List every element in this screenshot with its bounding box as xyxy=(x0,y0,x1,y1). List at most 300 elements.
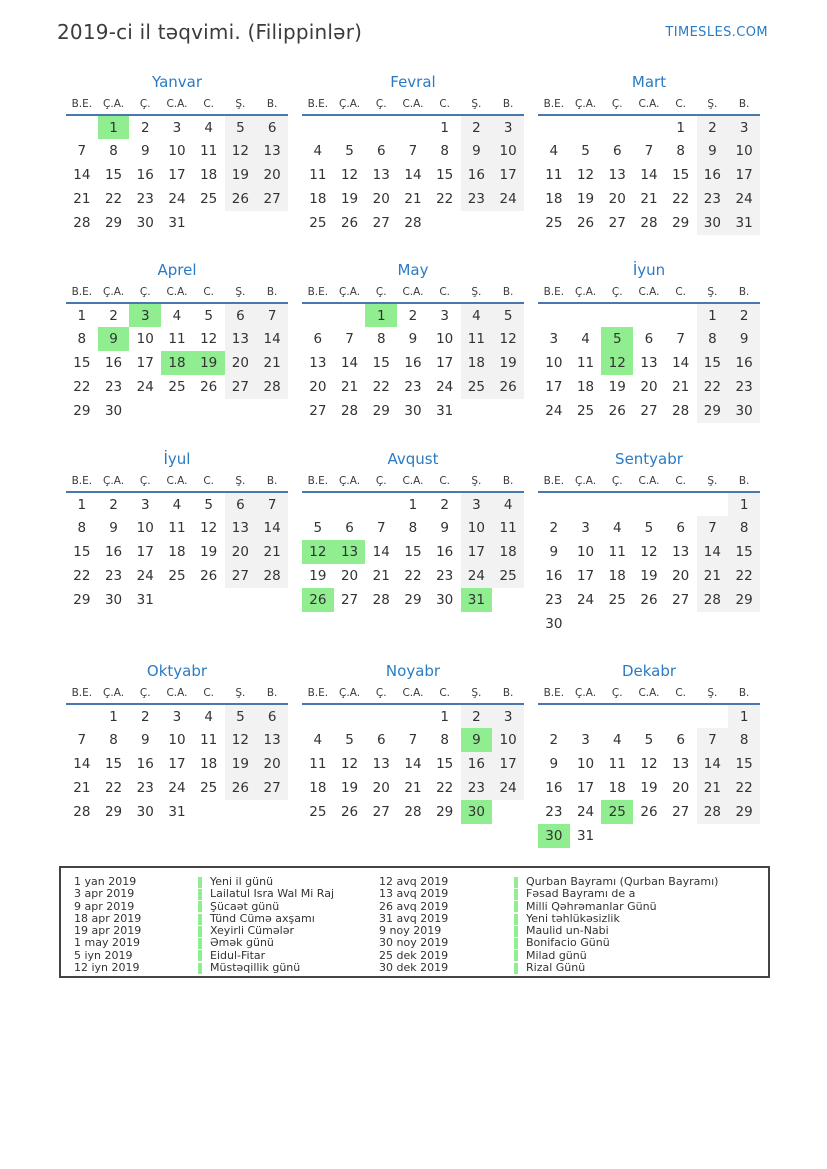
empty-cell xyxy=(256,399,288,423)
day-cell: 19 xyxy=(200,544,218,560)
day-cell: 21 xyxy=(404,780,422,796)
legend-date: 5 iyn 2019 xyxy=(74,948,133,962)
empty-cell xyxy=(256,588,288,612)
day-cell: 4 xyxy=(172,307,182,324)
empty-cell xyxy=(633,492,665,516)
day-cell: 27 xyxy=(256,187,288,211)
holiday-marker xyxy=(198,926,202,937)
day-cell: 8 xyxy=(376,331,386,347)
day-cell: 30 xyxy=(104,592,123,608)
day-cell: 31 xyxy=(168,215,186,231)
day-cell: 16 xyxy=(404,355,422,371)
empty-cell xyxy=(601,303,633,327)
day-cell: 28 xyxy=(404,215,422,231)
month-grid xyxy=(66,97,288,235)
day-cell: 10 xyxy=(576,756,595,772)
months-grid xyxy=(66,72,760,848)
day-cell: 20 xyxy=(672,780,690,796)
day-cell: 6 xyxy=(676,520,685,536)
day-cell: 12 xyxy=(576,167,595,183)
weekday-header: B.E. xyxy=(543,475,565,487)
weekday-header: C.A. xyxy=(638,98,660,110)
day-cell: 17 xyxy=(436,355,454,371)
empty-cell xyxy=(697,612,729,636)
legend-entry xyxy=(198,888,379,900)
day-cell: 16 xyxy=(136,756,154,772)
day-cell: 26 xyxy=(576,215,595,231)
day-cell: 26 xyxy=(200,568,218,584)
day-cell: 5 xyxy=(644,732,654,748)
day-cell: 6 xyxy=(256,704,288,728)
day-cell: 2 xyxy=(140,119,150,136)
month-grid xyxy=(302,686,524,824)
day-cell: 22 xyxy=(672,191,690,207)
day-cell: 10 xyxy=(492,139,524,163)
day-cell: 16 xyxy=(545,568,563,584)
day-cell: 6 xyxy=(256,115,288,139)
day-cell: 18 xyxy=(168,544,186,560)
day-cell: 18 xyxy=(200,167,218,183)
day-cell: 25 xyxy=(168,379,186,395)
day-cell: 12 xyxy=(200,331,218,347)
day-cell: 26 xyxy=(225,776,257,800)
day-cell: 10 xyxy=(728,139,760,163)
month-aprel xyxy=(66,260,288,449)
weekday-header: Ç. xyxy=(611,286,623,298)
day-cell: 17 xyxy=(136,544,154,560)
day-cell: 21 xyxy=(340,379,359,395)
day-cell: 30 xyxy=(697,211,729,235)
weekday-header: Ş. xyxy=(707,98,718,110)
day-cell: 13 xyxy=(309,355,327,371)
weekday-header: C. xyxy=(203,687,214,699)
day-cell: 19 xyxy=(340,191,359,207)
empty-cell xyxy=(665,492,697,516)
weekday-header: Ç. xyxy=(611,475,623,487)
day-cell: 2 xyxy=(140,708,150,725)
empty-cell xyxy=(225,399,257,423)
day-cell: 7 xyxy=(256,303,288,327)
empty-cell xyxy=(161,399,193,423)
day-cell: 4 xyxy=(313,143,323,159)
weekday-header: C. xyxy=(675,286,686,298)
day-cell: 31 xyxy=(728,211,760,235)
day-cell: 17 xyxy=(492,163,524,187)
weekday-header: B. xyxy=(738,475,750,487)
empty-cell xyxy=(538,303,570,327)
legend-label: Rizal Günü xyxy=(526,961,586,975)
day-cell: 26 xyxy=(340,215,359,231)
weekday-header: B.E. xyxy=(543,687,565,699)
day-cell: 25 xyxy=(492,564,524,588)
holiday-marker xyxy=(198,938,202,949)
day-cell: 6 xyxy=(612,143,622,159)
day-cell: 30 xyxy=(104,403,123,419)
empty-cell xyxy=(665,824,697,848)
month-title: Avqust xyxy=(387,450,439,468)
day-cell: 25 xyxy=(576,403,595,419)
day-cell: 27 xyxy=(256,776,288,800)
empty-cell xyxy=(697,492,729,516)
empty-cell xyxy=(365,492,397,516)
weekday-header: Ç.A. xyxy=(339,286,361,298)
day-cell: 24 xyxy=(436,379,454,395)
month-title: Fevral xyxy=(390,73,436,91)
day-cell: 22 xyxy=(436,780,454,796)
empty-cell xyxy=(225,588,257,612)
empty-cell xyxy=(302,303,334,327)
weekday-header: C.A. xyxy=(166,286,188,298)
day-cell: 18 xyxy=(309,191,327,207)
empty-cell xyxy=(601,492,633,516)
day-cell: 5 xyxy=(225,115,257,139)
weekday-header: Ş. xyxy=(471,98,482,110)
day-cell: 7 xyxy=(376,520,386,536)
day-cell: 9 xyxy=(140,143,150,159)
day-cell: 16 xyxy=(545,780,563,796)
empty-cell xyxy=(256,800,288,824)
day-cell: 3 xyxy=(129,303,161,327)
weekday-header: B.E. xyxy=(307,286,329,298)
day-cell: 17 xyxy=(461,540,493,564)
legend-label: Tünd Cümə axşamı xyxy=(210,911,315,925)
weekday-header: C.A. xyxy=(638,687,660,699)
day-cell: 2 xyxy=(697,115,729,139)
day-cell: 29 xyxy=(372,403,390,419)
legend-entry xyxy=(198,937,379,949)
day-cell: 28 xyxy=(256,564,288,588)
day-cell: 26 xyxy=(225,187,257,211)
day-cell: 9 xyxy=(461,139,493,163)
holiday-marker xyxy=(198,901,202,912)
weekday-header: B. xyxy=(502,687,514,699)
day-cell: 26 xyxy=(640,592,658,608)
empty-cell xyxy=(665,303,697,327)
day-cell: 16 xyxy=(697,163,729,187)
day-cell: 21 xyxy=(640,191,658,207)
day-cell: 13 xyxy=(256,728,288,752)
day-cell: 20 xyxy=(372,780,390,796)
day-cell: 14 xyxy=(256,516,288,540)
day-cell: 8 xyxy=(440,143,449,159)
day-cell: 24 xyxy=(576,592,595,608)
day-cell: 18 xyxy=(309,780,327,796)
day-cell: 3 xyxy=(172,708,182,725)
day-cell: 18 xyxy=(461,351,493,375)
weekday-header: Ç. xyxy=(611,687,623,699)
day-cell: 5 xyxy=(581,143,590,159)
day-cell: 27 xyxy=(672,592,690,608)
day-cell: 4 xyxy=(461,303,493,327)
day-cell: 27 xyxy=(225,375,257,399)
day-cell: 14 xyxy=(404,167,422,183)
day-cell: 23 xyxy=(545,592,563,608)
day-cell: 23 xyxy=(404,379,422,395)
empty-cell xyxy=(570,612,602,636)
weekday-header: B.E. xyxy=(71,286,93,298)
day-cell: 17 xyxy=(136,355,154,371)
day-cell: 13 xyxy=(225,516,257,540)
month-title: İyul xyxy=(163,450,191,468)
day-cell: 7 xyxy=(77,143,87,159)
weekday-header: B. xyxy=(738,286,750,298)
day-cell: 8 xyxy=(728,728,760,752)
weekday-header: B. xyxy=(266,687,278,699)
weekday-header: C. xyxy=(439,687,450,699)
day-cell: 9 xyxy=(140,732,150,748)
day-cell: 23 xyxy=(136,191,154,207)
holiday-marker xyxy=(198,963,202,974)
day-cell: 26 xyxy=(340,804,359,820)
day-cell: 9 xyxy=(98,327,130,351)
day-cell: 15 xyxy=(728,752,760,776)
day-cell: 13 xyxy=(372,756,390,772)
weekday-header: C.A. xyxy=(402,475,424,487)
day-cell: 9 xyxy=(697,139,729,163)
day-cell: 1 xyxy=(77,496,87,513)
weekday-header: Ç.A. xyxy=(339,475,361,487)
day-cell: 3 xyxy=(492,704,524,728)
day-cell: 28 xyxy=(404,804,422,820)
day-cell: 30 xyxy=(404,403,422,419)
day-cell: 23 xyxy=(104,568,123,584)
empty-cell xyxy=(225,211,257,235)
day-cell: 7 xyxy=(77,732,87,748)
holiday-marker xyxy=(514,877,518,888)
day-cell: 6 xyxy=(376,143,386,159)
weekday-header: B.E. xyxy=(71,475,93,487)
weekday-header: Ç.A. xyxy=(103,687,125,699)
month-avqust xyxy=(302,449,524,661)
day-cell: 21 xyxy=(73,191,91,207)
weekday-header: B.E. xyxy=(543,98,565,110)
day-cell: 29 xyxy=(672,215,690,231)
day-cell: 12 xyxy=(340,167,359,183)
month-dekabr xyxy=(538,661,760,848)
day-cell: 28 xyxy=(73,804,91,820)
day-cell: 24 xyxy=(168,780,186,796)
day-cell: 6 xyxy=(676,732,685,748)
day-cell: 28 xyxy=(640,215,658,231)
page-title: 2019-ci il təqvimi. (Filippinlər) xyxy=(57,20,363,44)
day-cell: 29 xyxy=(728,588,760,612)
month-title: May xyxy=(397,261,429,279)
day-cell: 26 xyxy=(640,804,658,820)
holiday-marker xyxy=(514,963,518,974)
day-cell: 20 xyxy=(672,568,690,584)
day-cell: 9 xyxy=(728,327,760,351)
legend-date: 12 iyn 2019 xyxy=(74,961,140,975)
day-cell: 18 xyxy=(200,756,218,772)
day-cell: 10 xyxy=(168,732,186,748)
day-cell: 23 xyxy=(461,187,493,211)
day-cell: 20 xyxy=(309,379,327,395)
empty-cell xyxy=(728,824,760,848)
weekday-header: B. xyxy=(502,98,514,110)
legend-label: Bonifacio Günü xyxy=(526,936,610,950)
day-cell: 2 xyxy=(728,303,760,327)
day-cell: 2 xyxy=(109,307,118,324)
day-cell: 12 xyxy=(640,544,658,560)
day-cell: 30 xyxy=(728,399,760,423)
day-cell: 20 xyxy=(608,191,626,207)
weekday-header: Ç. xyxy=(139,687,151,699)
day-cell: 14 xyxy=(256,327,288,351)
day-cell: 4 xyxy=(612,520,622,536)
day-cell: 8 xyxy=(77,520,87,536)
holiday-marker xyxy=(198,877,202,888)
empty-cell xyxy=(461,399,493,423)
day-cell: 24 xyxy=(576,804,595,820)
legend-date: 12 avq 2019 xyxy=(379,875,449,888)
holiday-marker xyxy=(514,889,518,900)
day-cell: 18 xyxy=(161,351,193,375)
month-oktyabr xyxy=(66,661,288,848)
legend-label: Fəsad Bayramı de a xyxy=(526,887,636,901)
day-cell: 15 xyxy=(73,355,91,371)
day-cell: 3 xyxy=(728,115,760,139)
day-cell: 28 xyxy=(256,375,288,399)
weekday-header: C. xyxy=(675,98,686,110)
empty-cell xyxy=(193,211,225,235)
weekday-header: B.E. xyxy=(307,687,329,699)
day-cell: 20 xyxy=(340,568,359,584)
weekday-header: B.E. xyxy=(543,286,565,298)
day-cell: 29 xyxy=(697,399,729,423)
day-cell: 8 xyxy=(697,327,729,351)
day-cell: 30 xyxy=(545,616,563,632)
day-cell: 15 xyxy=(728,540,760,564)
weekday-header: C. xyxy=(439,98,450,110)
day-cell: 17 xyxy=(492,752,524,776)
weekday-header: Ç.A. xyxy=(103,475,125,487)
day-cell: 11 xyxy=(168,520,186,536)
month-grid xyxy=(538,686,760,848)
empty-cell xyxy=(365,704,397,728)
day-cell: 3 xyxy=(461,492,493,516)
day-cell: 30 xyxy=(538,824,570,848)
weekday-header: Ş. xyxy=(471,687,482,699)
day-cell: 12 xyxy=(492,327,524,351)
day-cell: 21 xyxy=(697,776,729,800)
empty-cell xyxy=(633,115,665,139)
empty-cell xyxy=(492,588,524,612)
day-cell: 27 xyxy=(640,403,658,419)
day-cell: 21 xyxy=(372,568,390,584)
day-cell: 9 xyxy=(461,728,493,752)
empty-cell xyxy=(334,704,366,728)
day-cell: 16 xyxy=(136,167,154,183)
day-cell: 28 xyxy=(697,588,729,612)
day-cell: 20 xyxy=(256,752,288,776)
day-cell: 2 xyxy=(408,307,418,324)
month-iyul xyxy=(66,449,288,661)
day-cell: 13 xyxy=(640,355,658,371)
day-cell: 21 xyxy=(697,564,729,588)
day-cell: 2 xyxy=(461,115,493,139)
day-cell: 1 xyxy=(440,708,449,725)
day-cell: 13 xyxy=(372,167,390,183)
day-cell: 15 xyxy=(697,351,729,375)
day-cell: 22 xyxy=(104,191,123,207)
day-cell: 7 xyxy=(408,732,418,748)
legend-label: Qurban Bayramı (Qurban Bayramı) xyxy=(526,875,719,888)
day-cell: 31 xyxy=(461,588,493,612)
day-cell: 11 xyxy=(168,331,186,347)
day-cell: 17 xyxy=(168,756,186,772)
month-grid xyxy=(538,285,760,423)
day-cell: 19 xyxy=(640,780,658,796)
empty-cell xyxy=(256,211,288,235)
empty-cell xyxy=(302,115,334,139)
weekday-header: B. xyxy=(738,98,750,110)
legend-label: Yeni il günü xyxy=(210,875,274,888)
empty-cell xyxy=(397,115,429,139)
day-cell: 30 xyxy=(136,215,154,231)
day-cell: 16 xyxy=(104,355,123,371)
day-cell: 29 xyxy=(73,592,91,608)
empty-cell xyxy=(538,492,570,516)
empty-cell xyxy=(633,704,665,728)
month-title: Sentyabr xyxy=(615,450,683,468)
day-cell: 3 xyxy=(581,732,590,748)
holiday-marker xyxy=(198,950,202,961)
weekday-header: C.A. xyxy=(166,98,188,110)
legend-date: 19 apr 2019 xyxy=(74,924,142,938)
weekday-header: C. xyxy=(675,687,686,699)
site-link[interactable]: TIMESLES.COM xyxy=(665,25,768,40)
empty-cell xyxy=(461,211,493,235)
day-cell: 24 xyxy=(461,564,493,588)
empty-cell xyxy=(697,824,729,848)
day-cell: 31 xyxy=(168,804,186,820)
day-cell: 14 xyxy=(340,355,359,371)
holiday-marker xyxy=(514,914,518,925)
day-cell: 25 xyxy=(309,804,327,820)
weekday-header: Ç. xyxy=(375,98,387,110)
day-cell: 25 xyxy=(601,800,633,824)
day-cell: 16 xyxy=(104,544,123,560)
month-grid xyxy=(302,97,524,235)
day-cell: 1 xyxy=(408,496,418,513)
day-cell: 19 xyxy=(309,568,327,584)
day-cell: 12 xyxy=(340,756,359,772)
empty-cell xyxy=(601,824,633,848)
day-cell: 19 xyxy=(640,568,658,584)
day-cell: 27 xyxy=(225,564,257,588)
day-cell: 29 xyxy=(104,215,123,231)
day-cell: 5 xyxy=(345,143,354,159)
empty-cell xyxy=(570,115,602,139)
month-grid xyxy=(302,285,524,423)
weekday-header: Ç. xyxy=(611,98,623,110)
weekday-header: Ş. xyxy=(235,475,246,487)
day-cell: 7 xyxy=(345,331,354,347)
day-cell: 7 xyxy=(697,728,729,752)
legend-date: 9 apr 2019 xyxy=(74,899,135,913)
legend-entry xyxy=(514,962,768,974)
day-cell: 23 xyxy=(461,776,493,800)
day-cell: 11 xyxy=(461,327,493,351)
day-cell: 14 xyxy=(640,167,658,183)
day-cell: 7 xyxy=(697,516,729,540)
weekday-header: C. xyxy=(439,286,450,298)
holiday-marker xyxy=(514,901,518,912)
day-cell: 10 xyxy=(461,516,493,540)
day-cell: 19 xyxy=(492,351,524,375)
day-cell: 27 xyxy=(608,215,626,231)
day-cell: 18 xyxy=(492,540,524,564)
